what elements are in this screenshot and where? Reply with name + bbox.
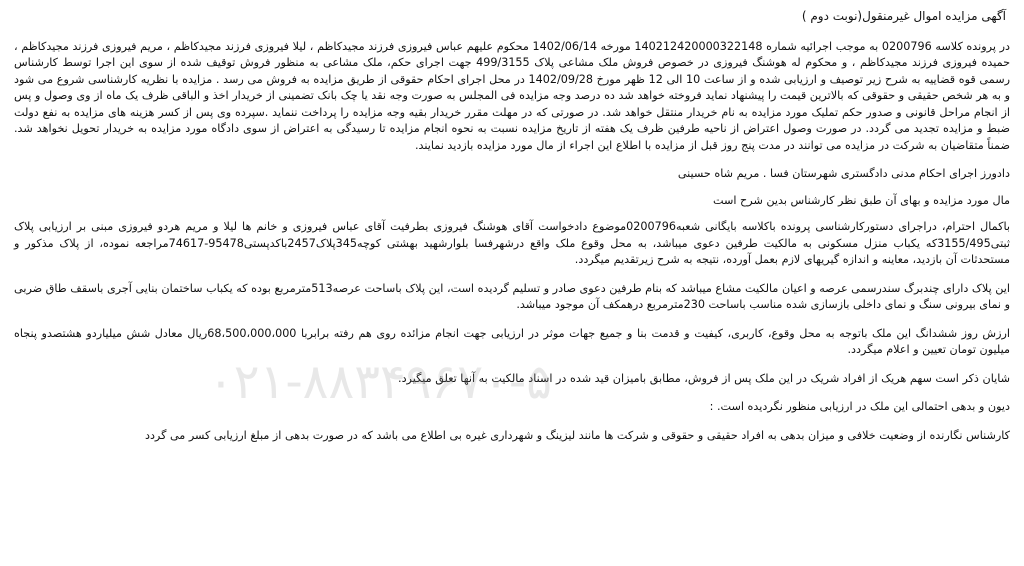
enforcement-officer-line: دادورز اجرای احکام مدنی دادگستری شهرستان فسا . مریم شاه حسینی	[677, 167, 1010, 180]
property-valuation: ارزش روز ششدانگ این ملک باتوجه به محل وقوع، کاربری، کیفیت و قدمت بنا و جمیع جهات موثر در ارزیابی جهت انجام مزائده روی هم رفته برابربا 68،500،000،000ریال معادل شش میلیاردو هشتصدو پنجاه میلیون تومان تعیین و اعلام میگردد.	[14, 326, 1010, 356]
auction-terms-paragraph: در پرونده کلاسه 0200796 به موجب اجرائیه شماره 140212420000322148 مورخه 1402/06/14 محکوم علیهم عباس فیروزی فرزند مجیدکاظم ، لیلا فیروزی فرزند مجیدکاظم ، مریم فیروزی فرزند مجیدکاظم ، حمیده فیروزی فرزند مجیدکاظم ، و محکوم له هوشنگ فیروزی در خصوص فروش ملک مشاعی پلاک 499/3155 جهت اجرای حکم، ملک مشاعی به منظور فروش توقیف شده از سوی این اجرا توسط کارشناس رسمی قوه قضاییه به شرح زیر توصیف و ارزیابی شده و از ساعت 10 الی 12 ظهر مورخ 1402/09/28 در محل اجرای احکام حقوقی از طریق مزایده به فروش می رسد . مزایده با نظریه کارشناسی شروع می شود و به هر شخص حقیقی و حقوقی که بالاترین قیمت را پیشنهاد نماید فروخته خواهد شد ده درصد وجه مزایده فی المجلس به صورت وجه نقد یا چک بانک تضمینی از خریدار اخذ و الباقی ظرف یک ماه از وی وصول و پس از انجام مراحل قانونی و صدور حکم تملیک مورد مزایده به نام خریدار منتقل خواهد شد. در صورتی که در مهلت مقرر خریدار بقیه وجه مزایده را پرداخت ننماید .سپرده وی پس از کسر هزینه های مزایده به نفع دولت ضبط و مزایده تجدید می گردد. در صورت وصول اعتراض از ناحیه طرفین ظرف یک هفته از تاریخ مزایده نسبت به نحوه انجام مزایده تا رسیدگی به اعتراض از سوی دادگاه مورد مزایده به خریدار تحویل نخواهد شد. ضمناً متقاضیان به شرکت در مزایده می توانند در مدت پنج روز قبل از مزایده با اطلاع این اجراء از مال مورد مزایده بازدید نمایند.	[14, 39, 1010, 152]
notice-title: آگهی مزایده اموال غیرمنقول(نوبت دوم )	[801, 9, 1006, 23]
expert-report-intro: باکمال احترام، دراجرای دستورکارشناسی پرونده باکلاسه بایگانی شعبه0200796موضوع دادخواست آقای هوشنگ فیروزی بطرفیت آقای عباس فیروزی و خانم ها لیلا و مریم هردو فیروزی مبنی بر ارزیابی پلاک ثبتی3155/495که یکباب منزل مسکونی به مالکیت طرفین دعوی میباشد، به محل وقوع ملک واقع درشهرفسا بلوارشهید بهشتی کوچه345پلاک2457باکدپستی95478-74617مراجعه نموده، از پلاک مذکور و مستحدثات آن بازدید، معاینه و اندازه گیریهای لازم بعمل آورده، نتیجه به شرح زیرتقدیم میگردد.	[14, 220, 1010, 266]
expert-disclaimer: کارشناس نگارنده از وضعیت خلافی و میزان بدهی به افراد حقیقی و حقوقی و شرکت ها مانند لیزینگ و شهرداری غیره بی اطلاع می باشد که در صورت بدهی از مبلغ ارزیابی کسر می گردد	[144, 428, 1010, 442]
expert-opinion-heading: مال مورد مزایده و بهای آن طبق نظر کارشناس بدین شرح است	[713, 193, 1010, 207]
phone-watermark: ۰۲۱-۸۸۳۴۹۶۷۰-۵	[208, 354, 553, 410]
partner-share-note: شایان ذکر است سهم هریک از افراد شریک در این ملک پس از فروش، مطابق بامیزان قید شده در اسناد مالکیت به آنها تعلق میگیرد.	[398, 371, 1010, 385]
property-description: این پلاک دارای چندبرگ سندرسمی عرصه و اعیان مالکیت مشاع میباشد که بنام طرفین دعوی صادر و تسلیم گردیده است، این پلاک باساحت عرصه513مترمربع بوده که یکباب ساختمان بنایی آجری باسقف طاق ضربی و نمای بیرونی سنگ و نمای داخلی بازسازی شده مناسب باساحت 230مترمربع درهمکف آن موجود میباشد.	[14, 281, 1011, 311]
debts-note: دیون و بدهی احتمالی این ملک در ارزیابی منظور نگردیده است. :	[709, 400, 1010, 413]
